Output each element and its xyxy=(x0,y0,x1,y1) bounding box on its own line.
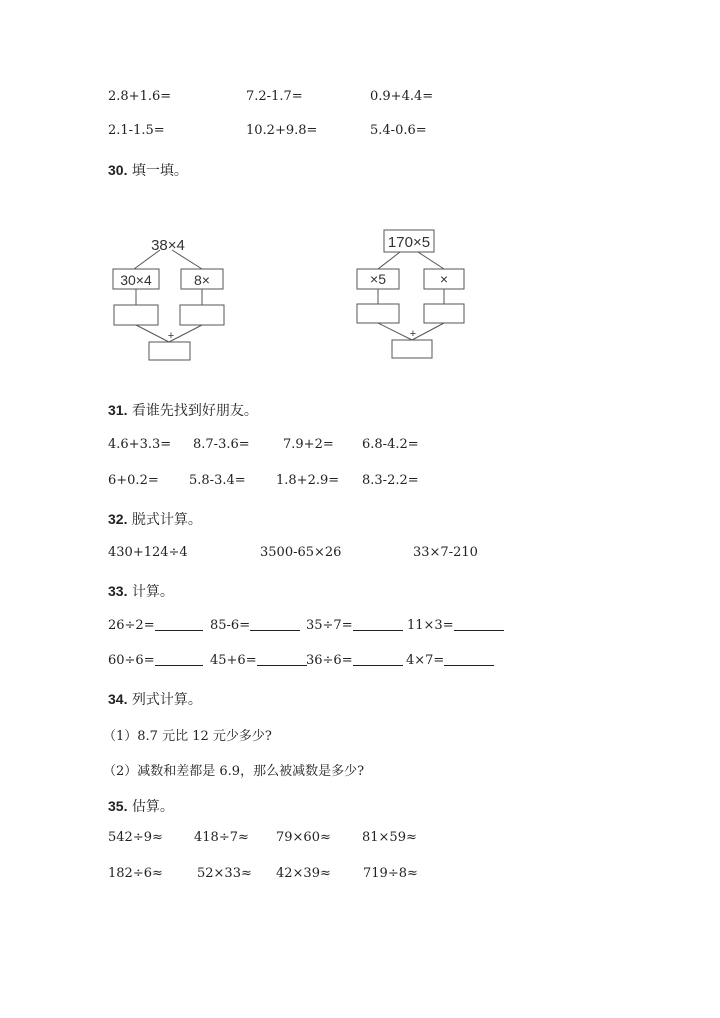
q30-diagrams xyxy=(0,220,720,370)
q32-item-1: 430+124÷4 xyxy=(108,545,188,560)
q31-title xyxy=(108,400,258,420)
q30-right-plus: + xyxy=(409,328,417,340)
q31-r2-item-1: 6+0.2= xyxy=(108,473,159,488)
q31-r2-item-3: 1.8+2.9= xyxy=(276,473,340,488)
answer-blank[interactable] xyxy=(444,653,494,666)
answer-blank[interactable] xyxy=(353,618,403,631)
q32-item-2: 3500-65×26 xyxy=(260,545,342,560)
q29-r2-item-2: 10.2+9.8= xyxy=(246,123,318,138)
q30-right-box-a: ×5 xyxy=(370,271,386,287)
q33-r1-item-4: 11×3= xyxy=(407,618,504,633)
q35-number: 35. xyxy=(108,798,128,814)
q33-r2-item-2: 45+6= xyxy=(210,653,307,668)
q29-r1-item-3: 0.9+4.4= xyxy=(370,89,434,104)
q35-text: 估算。 xyxy=(131,799,174,815)
q34-number: 34. xyxy=(108,691,128,707)
q35-r1-item-4: 81×59≈ xyxy=(362,830,417,845)
q35-r1-item-3: 79×60≈ xyxy=(276,830,331,845)
q33-row-1 xyxy=(0,618,720,636)
q29-r2-item-1: 2.1-1.5= xyxy=(108,123,165,138)
q33-r1-item-3: 35÷7= xyxy=(306,618,403,633)
q30-number: 30. xyxy=(108,162,128,178)
q35-r2-item-2: 52×33≈ xyxy=(197,866,252,881)
q30-right-box-b: × xyxy=(439,271,449,287)
q31-r1-item-4: 6.8-4.2= xyxy=(362,437,419,452)
q29-row-1 xyxy=(0,89,720,107)
answer-blank[interactable] xyxy=(353,653,403,666)
q30-left-top: 38×4 xyxy=(151,237,185,254)
q35-r1-item-2: 418÷7≈ xyxy=(194,830,249,845)
q32-row xyxy=(0,545,720,563)
q30-left-diagram xyxy=(113,250,224,360)
q33-r1-item-1: 26÷2= xyxy=(108,618,203,633)
q35-row-2 xyxy=(0,866,720,884)
q33-title xyxy=(108,581,174,601)
q31-number: 31. xyxy=(108,402,128,418)
q32-number: 32. xyxy=(108,511,128,527)
q30-left-box-b: 8× xyxy=(194,272,210,288)
q32-item-3: 33×7-210 xyxy=(413,545,478,560)
q33-r2-item-4: 4×7= xyxy=(406,653,494,668)
q33-text: 计算。 xyxy=(131,584,174,600)
q31-text: 看谁先找到好朋友。 xyxy=(131,403,258,419)
q31-r2-item-4: 8.3-2.2= xyxy=(362,473,419,488)
answer-blank[interactable] xyxy=(257,653,307,666)
q29-r1-item-1: 2.8+1.6= xyxy=(108,89,172,104)
q35-r2-item-3: 42×39≈ xyxy=(276,866,331,881)
q31-row-2 xyxy=(0,473,720,491)
q35-row-1 xyxy=(0,830,720,848)
q34-item-1: （1）8.7 元比 12 元少多少? xyxy=(103,729,272,744)
q31-r1-item-1: 4.6+3.3= xyxy=(108,437,172,452)
q30-title xyxy=(108,160,188,180)
q31-r1-item-3: 7.9+2= xyxy=(283,437,334,452)
q35-r2-item-1: 182÷6≈ xyxy=(108,866,163,881)
answer-blank[interactable] xyxy=(454,618,504,631)
q30-text: 填一填。 xyxy=(131,163,188,179)
q35-r1-item-1: 542÷9≈ xyxy=(108,830,163,845)
answer-blank[interactable] xyxy=(250,618,300,631)
q33-row-2 xyxy=(0,653,720,671)
q33-r1-item-2: 85-6= xyxy=(210,618,300,633)
q33-number: 33. xyxy=(108,583,128,599)
q35-r2-item-4: 719÷8≈ xyxy=(363,866,418,881)
q30-left-box-a: 30×4 xyxy=(120,272,152,288)
q29-r2-item-3: 5.4-0.6= xyxy=(370,123,427,138)
q31-r2-item-2: 5.8-3.4= xyxy=(189,473,246,488)
answer-blank[interactable] xyxy=(155,653,203,666)
q35-title xyxy=(108,796,174,816)
q31-row-1 xyxy=(0,437,720,455)
q34-text: 列式计算。 xyxy=(131,692,202,708)
answer-blank[interactable] xyxy=(155,618,203,631)
q33-r2-item-3: 36÷6= xyxy=(306,653,403,668)
q33-r2-item-1: 60÷6= xyxy=(108,653,203,668)
q34-item-2: （2）减数和差都是 6.9，那么被减数是多少? xyxy=(103,764,365,779)
q32-title xyxy=(108,509,202,529)
q32-text: 脱式计算。 xyxy=(131,512,202,528)
q29-row-2 xyxy=(0,123,720,141)
q34-title xyxy=(108,689,202,709)
q30-left-plus: + xyxy=(167,330,175,342)
q31-r1-item-2: 8.7-3.6= xyxy=(193,437,250,452)
q30-right-top: 170×5 xyxy=(387,234,431,251)
q29-r1-item-2: 7.2-1.7= xyxy=(246,89,303,104)
